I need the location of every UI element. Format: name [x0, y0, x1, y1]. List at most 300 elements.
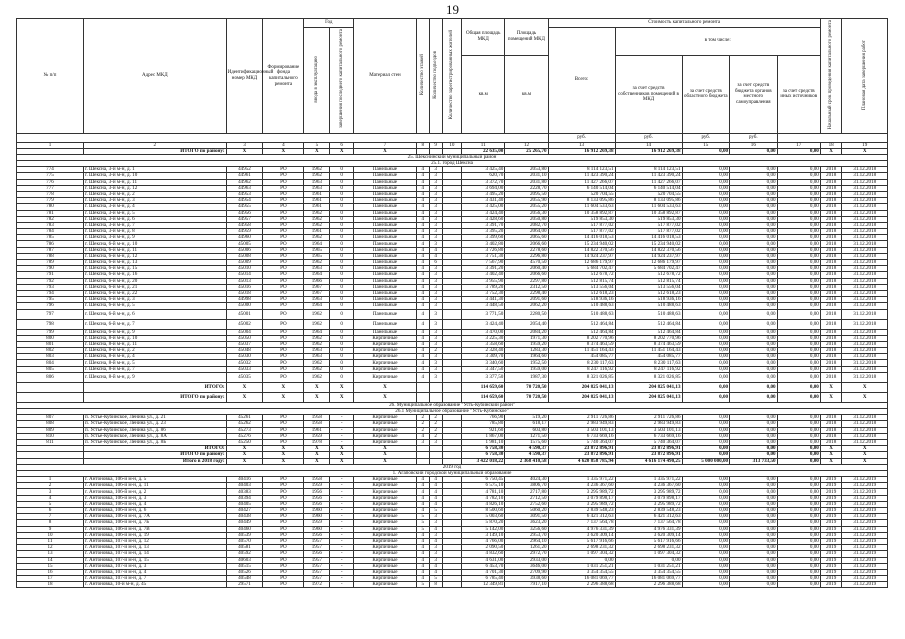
- row-cost-total: 2 296 388,68: [548, 582, 615, 588]
- row-year-overhaul: -: [330, 483, 354, 489]
- row-start-year: 2019: [820, 551, 842, 557]
- row-start-year: 2018: [820, 360, 842, 366]
- row-cost-other: 0,00: [777, 278, 820, 284]
- row-cost-region: 0,00: [682, 335, 730, 341]
- row-address: п. Устье-Кубинское, Ленина ул., д. 86: [83, 427, 226, 433]
- row-cost-total: 14 822 370,56: [548, 247, 615, 253]
- row-premises-area: 1959,00: [505, 366, 548, 372]
- row-cost-owners: 510 488,63: [615, 303, 682, 309]
- row-cost-total: 5 617 916,66: [548, 538, 615, 544]
- section-title: 25.1. город Шексна: [17, 161, 888, 167]
- row-cost-region: 0,00: [682, 235, 730, 241]
- row-total-area: 3 372,70: [462, 179, 505, 185]
- total-cell: 23 872 896,91: [615, 446, 682, 452]
- row-start-year: 2019: [820, 569, 842, 575]
- row-id: 45010: [226, 266, 263, 272]
- row-plan-date: 31.12.2018: [842, 439, 888, 445]
- row-year-overhaul: 0: [330, 191, 354, 197]
- row-plan-date: 31.12.2018: [842, 185, 888, 191]
- row-total-area: 3 428,60: [462, 216, 505, 222]
- row-cost-owners: 2 983 949,83: [615, 421, 682, 427]
- row-id: 45000: [226, 303, 263, 309]
- row-cost-owners: 3 620 309,14: [615, 532, 682, 538]
- row-cost-region: 0,00: [682, 329, 730, 335]
- row-address: г. Антоновка, 106-й м-н, д. 7В: [83, 526, 226, 532]
- row-entrances: 3: [429, 319, 442, 329]
- section-title: 26. Муниципальное образование "Усть-Кубинский район": [17, 402, 888, 408]
- row-cost-owners: 1 335 971,22: [615, 477, 682, 483]
- row-id: 45262: [226, 421, 263, 427]
- row-walls: Панельные: [354, 284, 417, 290]
- row-fund: РО: [263, 185, 304, 191]
- row-cost-owners: 0,00: [615, 557, 682, 563]
- row-address: п. Устье-Кубинское, Ленина ул., д. 23: [83, 421, 226, 427]
- row-walls: Панельные: [354, 229, 417, 235]
- row-plan-date: 31.12.2018: [842, 241, 888, 247]
- total-label: ИТОГО по району:: [83, 392, 226, 402]
- row-year-overhaul: 0: [330, 173, 354, 179]
- row-plan-date: 31.12.2018: [842, 272, 888, 278]
- row-cost-owners: 512 464,84: [615, 329, 682, 335]
- row-start-year: 2018: [820, 266, 842, 272]
- row-total-area: 3 752,30: [462, 290, 505, 296]
- row-cost-local: 0,00: [730, 253, 778, 259]
- row-id: 40526: [226, 569, 263, 575]
- row-total-area: 3 149,10: [462, 532, 505, 538]
- row-cost-other: 0,00: [777, 319, 820, 329]
- row-cost-other: 0,00: [777, 477, 820, 483]
- row-cost-local: 0,00: [730, 372, 778, 382]
- row-cost-other: 0,00: [777, 421, 820, 427]
- row-year-build: 1962: [304, 309, 330, 319]
- row-cost-region: 0,00: [682, 538, 730, 544]
- row-cost-local: 0,00: [730, 545, 778, 551]
- row-cost-local: 0,00: [730, 185, 778, 191]
- row-address: г. Шексна, 8-й м-н, д. 2: [83, 348, 226, 354]
- row-premises-area: 2280,50: [505, 309, 548, 319]
- row-start-year: 2018: [820, 167, 842, 173]
- total-row: [17, 392, 888, 402]
- row-fund: РО: [263, 360, 304, 366]
- header-unit-sqm-2: кв.м: [505, 55, 548, 133]
- row-plan-date: 31.12.2018: [842, 222, 888, 228]
- total-cell: X: [226, 458, 263, 464]
- column-index-cell: 17: [777, 142, 820, 148]
- row-number: 808: [17, 421, 84, 427]
- row-walls: Кирпичные: [354, 520, 417, 526]
- row-plan-date: 31.12.2018: [842, 433, 888, 439]
- row-cost-region: 0,00: [682, 247, 730, 253]
- row-id: 45033: [226, 366, 263, 372]
- row-cost-local: 0,00: [730, 222, 778, 228]
- row-cost-total: 7 137 564,78: [548, 520, 615, 526]
- row-total-area: 6 750,45: [462, 477, 505, 483]
- total-num-cell: [17, 382, 84, 392]
- header-cost-region: за счет средств областного бюджета: [682, 55, 730, 133]
- row-plan-date: 31.12.2018: [842, 341, 888, 347]
- row-cost-other: 0,00: [777, 526, 820, 532]
- row-address: г. Шексна, 6-й м-н, д. 21: [83, 284, 226, 290]
- row-cost-total: 512 464,84: [548, 319, 615, 329]
- row-cost-region: 0,00: [682, 372, 730, 382]
- header-cost-group: Стоимость капитального ремонта: [548, 19, 820, 28]
- row-cost-owners: 510 488,63: [615, 309, 682, 319]
- row-year-build: 1964: [304, 303, 330, 309]
- row-number: 803: [17, 354, 84, 360]
- row-year-build: 1964: [304, 272, 330, 278]
- row-year-overhaul: 0: [330, 204, 354, 210]
- row-start-year: 2019: [820, 557, 842, 563]
- row-year-build: 1957: [304, 557, 330, 563]
- row-cost-total: 8 133 095,86: [548, 198, 615, 204]
- row-plan-date: 31.12.2019: [842, 501, 888, 507]
- row-total-area: 5 003,60: [462, 514, 505, 520]
- row-fund: РО: [263, 569, 304, 575]
- row-entrances: 4: [429, 569, 442, 575]
- row-cost-local: 0,00: [730, 278, 778, 284]
- row-year-build: 1960: [304, 526, 330, 532]
- row-address: г. Шексна, 6-й м-н, д. 13: [83, 260, 226, 266]
- row-total-area: 3 225,30: [462, 335, 505, 341]
- row-walls: Панельные: [354, 235, 417, 241]
- row-entrances: 3: [429, 520, 442, 526]
- row-plan-date: 31.12.2019: [842, 545, 888, 551]
- row-entrances: 4: [429, 526, 442, 532]
- row-cost-other: 0,00: [777, 284, 820, 290]
- row-floors: 4: [416, 191, 429, 197]
- row-entrances: 2: [429, 421, 442, 427]
- row-id: 45032: [226, 360, 263, 366]
- row-cost-local: 0,00: [730, 210, 778, 216]
- row-fund: РО: [263, 341, 304, 347]
- total-cell: 3 422 018,22: [462, 458, 505, 464]
- row-total-area: 4 782,10: [462, 495, 505, 501]
- row-id: 40570: [226, 538, 263, 544]
- row-total-area: 4 766,00: [462, 538, 505, 544]
- row-number: 790: [17, 266, 84, 272]
- row-floors: 4: [416, 341, 429, 347]
- total-cell: [416, 392, 429, 402]
- row-fund: РО: [263, 266, 304, 272]
- header-entrances: Количество подъездов: [429, 19, 442, 134]
- row-cost-local: 0,00: [730, 329, 778, 335]
- row-year-build: 1957: [304, 545, 330, 551]
- row-total-area: 5 142,00: [462, 526, 505, 532]
- row-year-overhaul: 0: [330, 329, 354, 335]
- row-address: г. Шексна, 3-й м-н, д. 5: [83, 210, 226, 216]
- row-plan-date: 31.12.2019: [842, 582, 888, 588]
- column-index-cell: 3: [226, 142, 263, 148]
- row-floors: 4: [416, 167, 429, 173]
- row-cost-region: 0,00: [682, 210, 730, 216]
- row-fund: РО: [263, 297, 304, 303]
- row-cost-owners: 512 464,84: [615, 319, 682, 329]
- row-year-overhaul: 0: [330, 278, 354, 284]
- row-cost-local: 0,00: [730, 495, 778, 501]
- row-total-area: 4 832,60: [462, 551, 505, 557]
- row-fund: РО: [263, 179, 304, 185]
- row-cost-local: 0,00: [730, 508, 778, 514]
- total-cell: 0,00: [730, 452, 778, 458]
- row-entrances: 3: [429, 514, 442, 520]
- row-walls: Панельные: [354, 191, 417, 197]
- total-cell: 6 758,30: [462, 452, 505, 458]
- row-cost-local: 0,00: [730, 266, 778, 272]
- row-number: 778: [17, 191, 84, 197]
- row-number: 788: [17, 253, 84, 259]
- header-num: № п/п: [17, 19, 84, 134]
- row-premises-area: 3806,70: [505, 483, 548, 489]
- row-entrances: 3: [429, 360, 442, 366]
- row-fund: РО: [263, 241, 304, 247]
- row-year-overhaul: 0: [330, 216, 354, 222]
- row-entrances: 3: [429, 241, 442, 247]
- total-cell: X: [304, 446, 330, 452]
- row-walls: Кирпичные: [354, 427, 417, 433]
- row-floors: 4: [416, 235, 429, 241]
- row-year-overhaul: 0: [330, 235, 354, 241]
- total-cell: X: [842, 458, 888, 464]
- row-year-overhaul: -: [330, 582, 354, 588]
- row-floors: 4: [416, 229, 429, 235]
- total-label: ИТОГО по району:: [83, 452, 226, 458]
- row-total-area: 3 431,40: [462, 198, 505, 204]
- header-spacer: [17, 133, 549, 142]
- row-floors: 2: [416, 427, 429, 433]
- row-cost-other: 0,00: [777, 335, 820, 341]
- row-cost-total: 1 335 971,22: [548, 477, 615, 483]
- header-start: Начальный срок проведения капитального ремонта: [820, 19, 842, 134]
- row-premises-area: 4570,50: [505, 260, 548, 266]
- table-header: [17, 19, 888, 149]
- row-cost-owners: 15 234 940,02: [615, 241, 682, 247]
- row-plan-date: 31.12.2019: [842, 557, 888, 563]
- total-cell: 25 265,70: [505, 148, 548, 154]
- row-start-year: 2018: [820, 185, 842, 191]
- row-year-build: 1962: [304, 167, 330, 173]
- row-total-area: 3 340,60: [462, 360, 505, 366]
- header-walls: Материал стен: [354, 19, 417, 134]
- row-plan-date: 31.12.2018: [842, 235, 888, 241]
- row-fund: РО: [263, 514, 304, 520]
- row-year-overhaul: 0: [330, 284, 354, 290]
- row-walls: Панельные: [354, 303, 417, 309]
- row-cost-total: 3 295 989,72: [548, 489, 615, 495]
- row-year-overhaul: 0: [330, 167, 354, 173]
- row-year-overhaul: 0: [330, 272, 354, 278]
- row-premises-area: 2031,80: [505, 179, 548, 185]
- row-total-area: 1 867,00: [462, 433, 505, 439]
- total-cell: 70 720,50: [505, 392, 548, 402]
- row-floors: 4: [416, 204, 429, 210]
- row-plan-date: 31.12.2019: [842, 508, 888, 514]
- row-year-build: 1958: [304, 421, 330, 427]
- total-cell: X: [842, 392, 888, 402]
- total-cell: X: [304, 148, 330, 154]
- row-cost-total: 6 140 514,04: [548, 185, 615, 191]
- row-cost-local: 0,00: [730, 348, 778, 354]
- row-cost-region: 0,00: [682, 229, 730, 235]
- row-walls: Панельные: [354, 198, 417, 204]
- row-premises-area: 2972,70: [505, 551, 548, 557]
- row-walls: Кирпичные: [354, 366, 417, 372]
- row-total-area: 3 448,50: [462, 303, 505, 309]
- column-index-cell: 1: [17, 142, 84, 148]
- row-number: 6: [17, 508, 84, 514]
- row-cost-owners: 8 247 116,92: [615, 366, 682, 372]
- row-premises-area: 2054,40: [505, 319, 548, 329]
- row-entrances: 5: [429, 508, 442, 514]
- row-number: 7: [17, 514, 84, 520]
- row-premises-area: 1283,30: [505, 348, 548, 354]
- row-cost-owners: 5 740 364,07: [615, 439, 682, 445]
- row-entrances: 4: [429, 495, 442, 501]
- row-walls: Панельные: [354, 319, 417, 329]
- row-id: 45250: [226, 439, 263, 445]
- row-total-area: 5 870,20: [462, 520, 505, 526]
- row-cost-local: 0,00: [730, 501, 778, 507]
- row-cost-owners: 8 374 463,59: [615, 341, 682, 347]
- total-row: [17, 382, 888, 392]
- row-plan-date: 31.12.2018: [842, 167, 888, 173]
- row-total-area: 3 309,70: [462, 354, 505, 360]
- row-start-year: 2018: [820, 372, 842, 382]
- row-floors: 4: [416, 532, 429, 538]
- row-cost-other: 0,00: [777, 557, 820, 563]
- row-cost-owners: 2 698 231,32: [615, 545, 682, 551]
- row-id: 44963: [226, 185, 263, 191]
- row-cost-other: 0,00: [777, 501, 820, 507]
- column-index-cell: 16: [730, 142, 778, 148]
- row-cost-other: 0,00: [777, 415, 820, 421]
- row-year-build: 1978: [304, 439, 330, 445]
- row-year-build: 1960: [304, 514, 330, 520]
- row-start-year: 2019: [820, 532, 842, 538]
- row-cost-region: 0,00: [682, 483, 730, 489]
- row-cost-local: 0,00: [730, 421, 778, 427]
- row-year-build: 1963: [304, 348, 330, 354]
- total-num-cell: [17, 392, 84, 402]
- row-id: 45004: [226, 329, 263, 335]
- row-id: 45035: [226, 372, 263, 382]
- row-floors: 2: [416, 421, 429, 427]
- row-address: г. Шексна, 6-й м-н, д. 15: [83, 266, 226, 272]
- row-cost-other: 0,00: [777, 538, 820, 544]
- row-entrances: 3: [429, 167, 442, 173]
- row-entrances: 3: [429, 545, 442, 551]
- row-premises-area: 1959,20: [505, 341, 548, 347]
- row-number: 795: [17, 297, 84, 303]
- row-cost-region: 0,00: [682, 569, 730, 575]
- row-cost-region: 0,00: [682, 198, 730, 204]
- row-entrances: 3: [429, 372, 442, 382]
- row-entrances: 4: [429, 489, 442, 495]
- row-id: 44952: [226, 167, 263, 173]
- total-cell: X: [820, 392, 842, 402]
- row-year-build: 1958: [304, 477, 330, 483]
- row-number: 794: [17, 290, 84, 296]
- row-entrances: 3: [429, 341, 442, 347]
- row-entrances: 4: [429, 501, 442, 507]
- row-year-build: 1963: [304, 297, 330, 303]
- row-premises-area: 2296,80: [505, 253, 548, 259]
- row-cost-owners: 519 853,30: [615, 216, 682, 222]
- row-premises-area: 1271,50: [505, 433, 548, 439]
- row-fund: РО: [263, 229, 304, 235]
- row-premises-area: 618,17: [505, 421, 548, 427]
- row-floors: 4: [416, 372, 429, 382]
- total-cell: X: [820, 446, 842, 452]
- row-plan-date: 31.12.2018: [842, 216, 888, 222]
- row-plan-date: 31.12.2018: [842, 309, 888, 319]
- row-floors: 4: [416, 335, 429, 341]
- row-year-build: 1962: [304, 366, 330, 372]
- row-cost-other: 0,00: [777, 266, 820, 272]
- row-start-year: 2018: [820, 198, 842, 204]
- row-premises-area: 3623,20: [505, 520, 548, 526]
- row-cost-local: 0,00: [730, 557, 778, 563]
- row-cost-local: 0,00: [730, 489, 778, 495]
- row-total-area: 3 358,60: [462, 341, 505, 347]
- row-cost-total: 512 464,84: [548, 329, 615, 335]
- row-year-build: 1959: [304, 520, 330, 526]
- row-cost-other: 0,00: [777, 204, 820, 210]
- row-start-year: 2018: [820, 303, 842, 309]
- row-walls: Кирпичные: [354, 508, 417, 514]
- total-cell: X: [304, 382, 330, 392]
- row-walls: Кирпичные: [354, 582, 417, 588]
- total-cell: 0,00: [777, 458, 820, 464]
- row-start-year: 2019: [820, 582, 842, 588]
- row-id: 40438: [226, 514, 263, 520]
- row-cost-region: 0,00: [682, 489, 730, 495]
- row-cost-local: 0,00: [730, 191, 778, 197]
- row-year-build: 1962: [304, 341, 330, 347]
- row-start-year: 2018: [820, 241, 842, 247]
- row-floors: 3: [416, 439, 429, 445]
- row-cost-total: 520 704,55: [548, 191, 615, 197]
- row-plan-date: 31.12.2019: [842, 569, 888, 575]
- row-number: 18: [17, 582, 84, 588]
- row-cost-region: 0,00: [682, 290, 730, 296]
- row-cost-total: 6 733 669,16: [548, 433, 615, 439]
- row-id: 29571: [226, 582, 263, 588]
- row-cost-total: 6 421 312,63: [548, 514, 615, 520]
- row-start-year: 2018: [820, 415, 842, 421]
- total-cell: 114 659,60: [462, 392, 505, 402]
- row-fund: РО: [263, 216, 304, 222]
- row-total-area: 6 453,70: [462, 563, 505, 569]
- row-year-overhaul: 0: [330, 241, 354, 247]
- row-floors: 4: [416, 198, 429, 204]
- row-total-area: 4 781,10: [462, 489, 505, 495]
- row-id: 45008: [226, 253, 263, 259]
- row-total-area: 3 495,20: [462, 191, 505, 197]
- total-cell: 204 825 041,13: [615, 382, 682, 392]
- row-start-year: 2018: [820, 191, 842, 197]
- row-start-year: 2018: [820, 229, 842, 235]
- row-start-year: 2018: [820, 247, 842, 253]
- row-cost-other: 0,00: [777, 341, 820, 347]
- row-floors: 4: [416, 297, 429, 303]
- row-walls: Кирпичные: [354, 341, 417, 347]
- total-cell: 204 825 041,13: [615, 392, 682, 402]
- row-address: п. Устье-Кубинское, Ленина ул., д. 8Б: [83, 439, 226, 445]
- row-id: 40539: [226, 532, 263, 538]
- row-plan-date: 31.12.2018: [842, 303, 888, 309]
- row-id: 45009: [226, 260, 263, 266]
- column-index-cell: 6: [330, 142, 354, 148]
